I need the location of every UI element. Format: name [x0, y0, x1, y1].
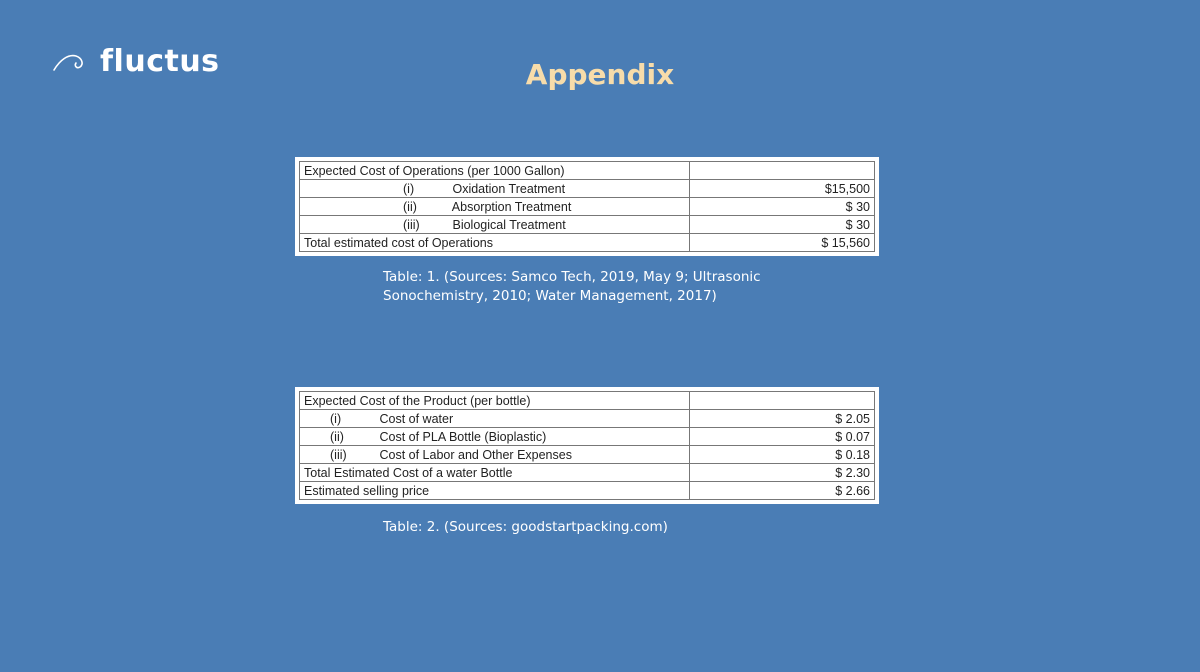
- row-number: (ii): [403, 199, 417, 214]
- row-amount: $ 30: [690, 198, 875, 216]
- row-number: (ii): [330, 429, 344, 444]
- table-row: [300, 410, 875, 428]
- table-row: [300, 428, 875, 446]
- row-label: Cost of water: [379, 411, 454, 426]
- row-number: (iii): [330, 447, 347, 462]
- row-label: Cost of PLA Bottle (Bioplastic): [379, 429, 547, 444]
- table-header: Expected Cost of Operations (per 1000 Gallon): [300, 162, 690, 180]
- price-label: Estimated selling price: [300, 482, 690, 500]
- total-label: Total Estimated Cost of a water Bottle: [300, 464, 690, 482]
- table-row: [300, 180, 875, 198]
- row-amount: $ 30: [690, 216, 875, 234]
- row-number: (i): [403, 181, 415, 196]
- row-number: (iii): [403, 217, 420, 232]
- operations-cost-table: [295, 157, 879, 256]
- table-total-row: [300, 464, 875, 482]
- row-amount: $15,500: [690, 180, 875, 198]
- row-label: Absorption Treatment: [451, 199, 572, 214]
- price-amount: $ 2.66: [690, 482, 875, 500]
- page-title: Appendix: [525, 58, 675, 91]
- table-caption: Table: 1. (Sources: Samco Tech, 2019, May 9; Ultrasonic Sonochemistry, 2010; Water Management, 2017): [383, 269, 761, 304]
- table-header: Expected Cost of the Product (per bottle): [300, 392, 690, 410]
- total-label: Total estimated cost of Operations: [300, 234, 690, 252]
- row-number: (i): [330, 411, 342, 426]
- row-label: Cost of Labor and Other Expenses: [379, 447, 572, 462]
- total-amount: $ 15,560: [690, 234, 875, 252]
- table-header-row: [300, 392, 875, 410]
- row-amount: $ 0.18: [690, 446, 875, 464]
- table-header-row: [300, 162, 875, 180]
- brand-name: fluctus: [100, 44, 220, 79]
- row-label: Oxidation Treatment: [452, 181, 566, 196]
- table-cell: [690, 162, 875, 180]
- table-price-row: [300, 482, 875, 500]
- table-row: [300, 198, 875, 216]
- row-label: Biological Treatment: [452, 217, 566, 232]
- table-cell: [690, 392, 875, 410]
- table-caption: Table: 2. (Sources: goodstartpacking.com): [383, 519, 668, 535]
- product-cost-table: [295, 387, 879, 504]
- row-amount: $ 0.07: [690, 428, 875, 446]
- table-row: [300, 446, 875, 464]
- table-total-row: [300, 234, 875, 252]
- table-row: [300, 216, 875, 234]
- row-amount: $ 2.05: [690, 410, 875, 428]
- total-amount: $ 2.30: [690, 464, 875, 482]
